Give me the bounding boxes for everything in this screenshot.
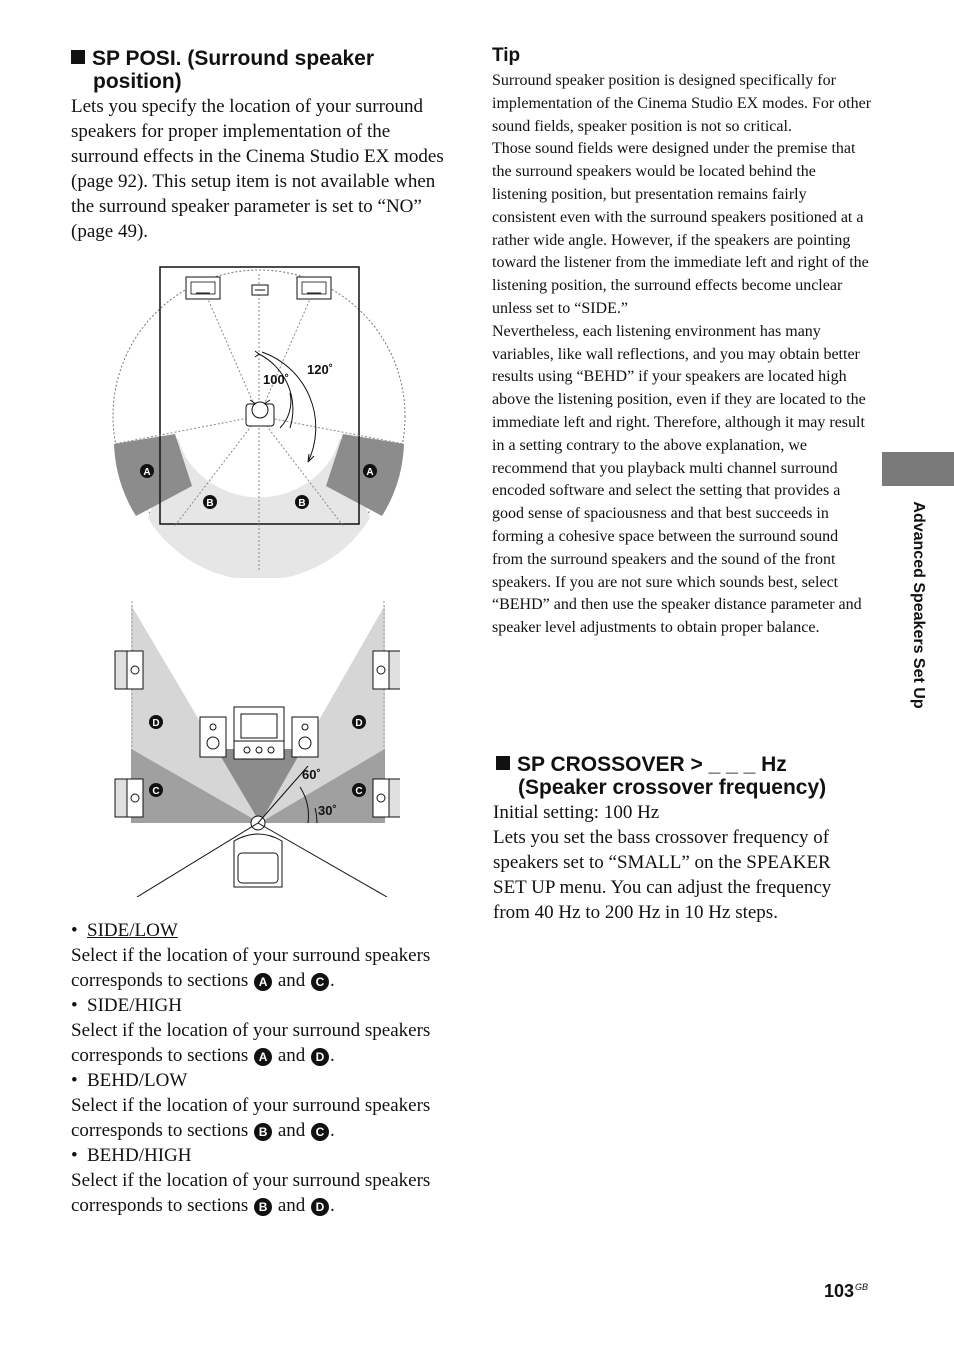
period: . bbox=[330, 970, 335, 991]
section-d-left-badge: D bbox=[152, 718, 160, 729]
option-description: Select if the location of your surround speakers corresponds to sections bbox=[71, 1170, 431, 1216]
section-c-right-badge: C bbox=[355, 786, 363, 797]
bullet: • bbox=[71, 920, 78, 941]
angle-100-label: 100˚ bbox=[263, 372, 290, 387]
section-badge: A bbox=[254, 973, 272, 991]
section-badge: A bbox=[254, 1048, 272, 1066]
angle-60-label: 60˚ bbox=[302, 767, 321, 782]
section-badge: C bbox=[311, 1123, 329, 1141]
section-badge: B bbox=[254, 1123, 272, 1141]
listener-seat-icon bbox=[234, 816, 282, 887]
and-word: and bbox=[277, 1120, 306, 1141]
section-b-left-badge: B bbox=[206, 498, 214, 509]
listener-icon bbox=[246, 400, 274, 426]
speaker-position-options bbox=[71, 918, 451, 1218]
sp-posi-heading bbox=[71, 47, 451, 93]
square-bullet-icon bbox=[71, 50, 85, 64]
center-speaker-icon bbox=[252, 285, 268, 295]
option-description: Select if the location of your surround speakers corresponds to sections bbox=[71, 1020, 431, 1066]
tip-body bbox=[492, 70, 872, 640]
option-side-low bbox=[71, 918, 451, 993]
front-right-speaker-icon bbox=[297, 277, 331, 299]
and-word: and bbox=[277, 970, 306, 991]
section-d-right-badge: D bbox=[355, 718, 363, 729]
and-word: and bbox=[277, 1195, 306, 1216]
option-name: BEHD/HIGH bbox=[87, 1145, 192, 1166]
period: . bbox=[330, 1195, 335, 1216]
chapter-tab-marker bbox=[882, 452, 954, 486]
square-bullet-icon bbox=[496, 756, 510, 770]
and-word: and bbox=[277, 1045, 306, 1066]
option-description: Select if the location of your surround speakers corresponds to sections bbox=[71, 945, 431, 991]
page-region-suffix: GB bbox=[855, 1282, 869, 1292]
sp-posi-description: Lets you specify the location of your surround speakers for proper implementation of the surround effects in the Cinema Studio EX modes (page 92). This setup item is not available when the surround speaker parameter is set to “NO” (page 49). bbox=[71, 96, 444, 242]
section-badge: C bbox=[311, 973, 329, 991]
page-number-value: 103 bbox=[824, 1281, 855, 1301]
sp-crossover-heading bbox=[496, 753, 876, 799]
speaker-height-bottom-diagram bbox=[110, 601, 400, 897]
front-left-speaker-icon bbox=[200, 717, 226, 757]
angle-120-label: 120˚ bbox=[307, 362, 334, 377]
option-behd-high bbox=[71, 1143, 451, 1218]
section-badge: D bbox=[311, 1048, 329, 1066]
period: . bbox=[330, 1045, 335, 1066]
tip-paragraph-2: Those sound fields were designed under the premise that the surround speakers would be located behind the listening position, but presentation remains fairly consistent even with the surround speakers positioned at a rather wide angle. However, if the speakers are pointing toward the listener from the immediate left and right of the listening position, the surround effects become unclear unless set to “SIDE.” bbox=[492, 140, 869, 317]
option-behd-low bbox=[71, 1068, 451, 1143]
chapter-side-label-text: Advanced Speakers Set Up bbox=[910, 501, 927, 709]
angle-30-label: 30˚ bbox=[318, 803, 337, 818]
option-name: SIDE/HIGH bbox=[87, 995, 182, 1016]
section-a-left-badge: A bbox=[143, 467, 151, 478]
section-b-right-badge: B bbox=[298, 498, 306, 509]
period: . bbox=[330, 1120, 335, 1141]
section-badge: D bbox=[311, 1198, 329, 1216]
sp-posi-heading-line2: position) bbox=[93, 70, 182, 93]
option-name: BEHD/LOW bbox=[87, 1070, 188, 1091]
tip-title: Tip bbox=[492, 45, 521, 66]
tv-and-center-speaker-icon bbox=[234, 707, 284, 759]
sp-posi-heading-line1: SP POSI. (Surround speaker bbox=[92, 47, 375, 70]
option-side-high bbox=[71, 993, 451, 1068]
bullet: • bbox=[71, 1145, 78, 1166]
surround-right-low-speaker-icon bbox=[373, 779, 400, 817]
section-c-left-badge: C bbox=[152, 786, 160, 797]
sp-crossover-heading-line1: SP CROSSOVER > _ _ _ Hz bbox=[517, 753, 787, 776]
section-a-right-badge: A bbox=[366, 467, 374, 478]
tip-paragraph-1: Surround speaker position is designed specifically for implementation of the Cinema Studio EX modes. For other sound fields, speaker position is not so critical. bbox=[492, 72, 872, 135]
sp-crossover-description: Lets you set the bass crossover frequency of speakers set to “SMALL” on the SPEAKER SET UP menu. You can adjust the frequency from 40 Hz to 200 Hz in 10 Hz steps. bbox=[493, 827, 832, 923]
sp-crossover-initial-setting: Initial setting: 100 Hz bbox=[493, 802, 660, 823]
tip-paragraph-3: Nevertheless, each listening environment has many variables, like wall reflections, and you may obtain better results using “BEHD” if your speakers are located high above the listening position, even if they are located to the immediate left and right. Therefore, although it may result in a setting contrary to the above explanation, we recommend that you playback multi channel surround encoded software and select the setting that provides a good sense of spaciousness and that best succeeds in forming a cohesive space between the surround sound from the surround speakers and the sound of the front speakers. If you are not sure which sounds best, select “BEHD” and then use the speaker distance parameter and speaker level adjustments to obtain proper balance. bbox=[492, 322, 866, 637]
front-left-speaker-icon bbox=[186, 277, 220, 299]
speaker-position-top-diagram bbox=[100, 258, 420, 578]
page-number bbox=[824, 1281, 868, 1302]
bullet: • bbox=[71, 1070, 78, 1091]
surround-left-low-speaker-icon bbox=[115, 779, 143, 817]
option-description: Select if the location of your surround speakers corresponds to sections bbox=[71, 1095, 431, 1141]
bullet: • bbox=[71, 995, 78, 1016]
surround-left-high-speaker-icon bbox=[115, 651, 143, 689]
front-right-speaker-icon bbox=[292, 717, 318, 757]
section-badge: B bbox=[254, 1198, 272, 1216]
sp-crossover-heading-line2: (Speaker crossover frequency) bbox=[518, 776, 827, 799]
option-name: SIDE/LOW bbox=[87, 920, 178, 941]
surround-right-high-speaker-icon bbox=[373, 651, 400, 689]
